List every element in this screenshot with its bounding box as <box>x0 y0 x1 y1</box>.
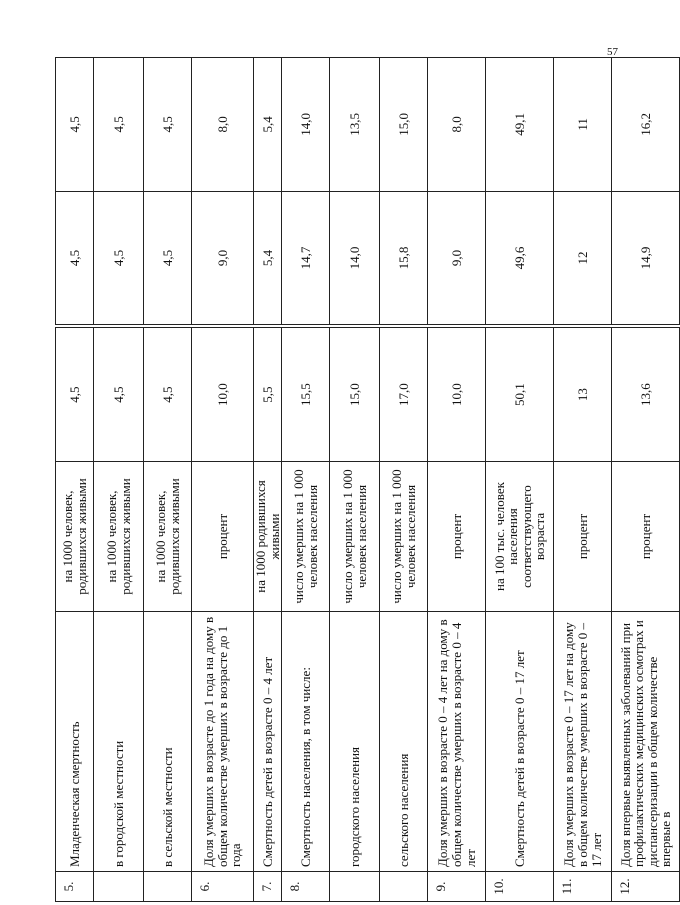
table-row <box>330 58 380 902</box>
value-2022: 10,0 <box>428 328 486 462</box>
value-2023: 4,5 <box>56 191 94 325</box>
spacer-cell <box>192 325 254 328</box>
page-number: 57 <box>607 46 618 58</box>
value-2022: 15,0 <box>330 328 380 462</box>
unit-of-measure: на 1000 человек, родившихся живыми <box>56 462 94 612</box>
indicator-name: Доля умерших в возрасте 0 – 17 лет на дому в общем количестве умерших в возрасте 0 – 17 лет <box>554 612 612 872</box>
spacer-cell <box>254 325 282 328</box>
value-2023: 9,0 <box>428 191 486 325</box>
value-2024: 4,5 <box>56 58 94 192</box>
value-2023: 4,5 <box>94 191 144 325</box>
spacer-cell <box>486 325 554 328</box>
row-number: 5. <box>56 872 94 902</box>
value-2023: 9,0 <box>192 191 254 325</box>
table-row <box>282 58 330 902</box>
table-row <box>380 58 428 902</box>
value-2023: 14,9 <box>612 191 680 325</box>
row-number <box>330 872 380 902</box>
value-2023: 14,7 <box>282 191 330 325</box>
indicator-name: городского населения <box>330 612 380 872</box>
table-row <box>94 58 144 902</box>
value-2024: 5,4 <box>254 58 282 192</box>
value-2022: 10,0 <box>192 328 254 462</box>
unit-of-measure: процент <box>612 462 680 612</box>
value-2024: 8,0 <box>428 58 486 192</box>
spacer-cell <box>330 325 380 328</box>
rotated-table-container <box>55 57 674 902</box>
value-2023: 12 <box>554 191 612 325</box>
row-number: 8. <box>282 872 330 902</box>
unit-of-measure: число умерших на 1 000 человек населения <box>330 462 380 612</box>
value-2024: 16,2 <box>612 58 680 192</box>
value-2022: 5,5 <box>254 328 282 462</box>
spacer-cell <box>94 325 144 328</box>
table-row <box>192 58 254 902</box>
unit-of-measure: на 1000 человек, родившихся живыми <box>94 462 144 612</box>
value-2024: 49,1 <box>486 58 554 192</box>
value-2024: 4,5 <box>94 58 144 192</box>
indicators-table <box>55 57 680 902</box>
spacer-cell <box>554 325 612 328</box>
table-row <box>486 58 554 902</box>
indicator-name: Доля впервые выявленных заболеваний при профилактических медицинских осмотрах и диспансеризации в общем количестве впервые в <box>612 612 680 872</box>
spacer-cell <box>612 325 680 328</box>
unit-of-measure: на 1000 родившихся живыми <box>254 462 282 612</box>
value-2023: 14,0 <box>330 191 380 325</box>
value-2023: 15,8 <box>380 191 428 325</box>
value-2023: 49,6 <box>486 191 554 325</box>
unit-of-measure: число умерших на 1 000 человек населения <box>282 462 330 612</box>
row-number: 11. <box>554 872 612 902</box>
indicator-name: Младенческая смертность <box>56 612 94 872</box>
row-number <box>144 872 192 902</box>
table-row <box>554 58 612 902</box>
indicator-name: сельского населения <box>380 612 428 872</box>
indicator-name: в городской местности <box>94 612 144 872</box>
indicator-name: Смертность населения, в том числе: <box>282 612 330 872</box>
table-row <box>144 58 192 902</box>
unit-of-measure: на 1000 человек, родившихся живыми <box>144 462 192 612</box>
row-number: 7. <box>254 872 282 902</box>
value-2024: 13,5 <box>330 58 380 192</box>
table-row <box>254 58 282 902</box>
value-2022: 4,5 <box>94 328 144 462</box>
spacer-cell <box>380 325 428 328</box>
value-2024: 8,0 <box>192 58 254 192</box>
value-2022: 4,5 <box>56 328 94 462</box>
indicator-name: в сельской местности <box>144 612 192 872</box>
row-number: 10. <box>486 872 554 902</box>
spacer-cell <box>56 325 94 328</box>
unit-of-measure: на 100 тыс. человек населения соответствующего возраста <box>486 462 554 612</box>
unit-of-measure: процент <box>428 462 486 612</box>
spacer-cell <box>282 325 330 328</box>
value-2024: 15,0 <box>380 58 428 192</box>
value-2024: 14,0 <box>282 58 330 192</box>
table-row <box>56 58 94 902</box>
value-2022: 50,1 <box>486 328 554 462</box>
value-2023: 4,5 <box>144 191 192 325</box>
value-2023: 5,4 <box>254 191 282 325</box>
table-row <box>612 58 680 902</box>
row-number <box>380 872 428 902</box>
value-2022: 17,0 <box>380 328 428 462</box>
indicator-name: Смертность детей в возрасте 0 – 4 лет <box>254 612 282 872</box>
row-number: 12. <box>612 872 680 902</box>
value-2024: 11 <box>554 58 612 192</box>
value-2022: 13 <box>554 328 612 462</box>
row-number: 6. <box>192 872 254 902</box>
value-2022: 15,5 <box>282 328 330 462</box>
spacer-cell <box>144 325 192 328</box>
unit-of-measure: процент <box>192 462 254 612</box>
table-row <box>428 58 486 902</box>
unit-of-measure: процент <box>554 462 612 612</box>
value-2022: 4,5 <box>144 328 192 462</box>
row-number: 9. <box>428 872 486 902</box>
value-2024: 4,5 <box>144 58 192 192</box>
value-2022: 13,6 <box>612 328 680 462</box>
spacer-cell <box>428 325 486 328</box>
indicator-name: Доля умерших в возрасте 0 – 4 лет на дому в общем количестве умерших в возрасте 0 – 4 лет <box>428 612 486 872</box>
row-number <box>94 872 144 902</box>
unit-of-measure: число умерших на 1 000 человек населения <box>380 462 428 612</box>
indicator-name: Доля умерших в возрасте до 1 года на дому в общем количестве умерших в возрасте до 1 года <box>192 612 254 872</box>
indicator-name: Смертность детей в возрасте 0 – 17 лет <box>486 612 554 872</box>
